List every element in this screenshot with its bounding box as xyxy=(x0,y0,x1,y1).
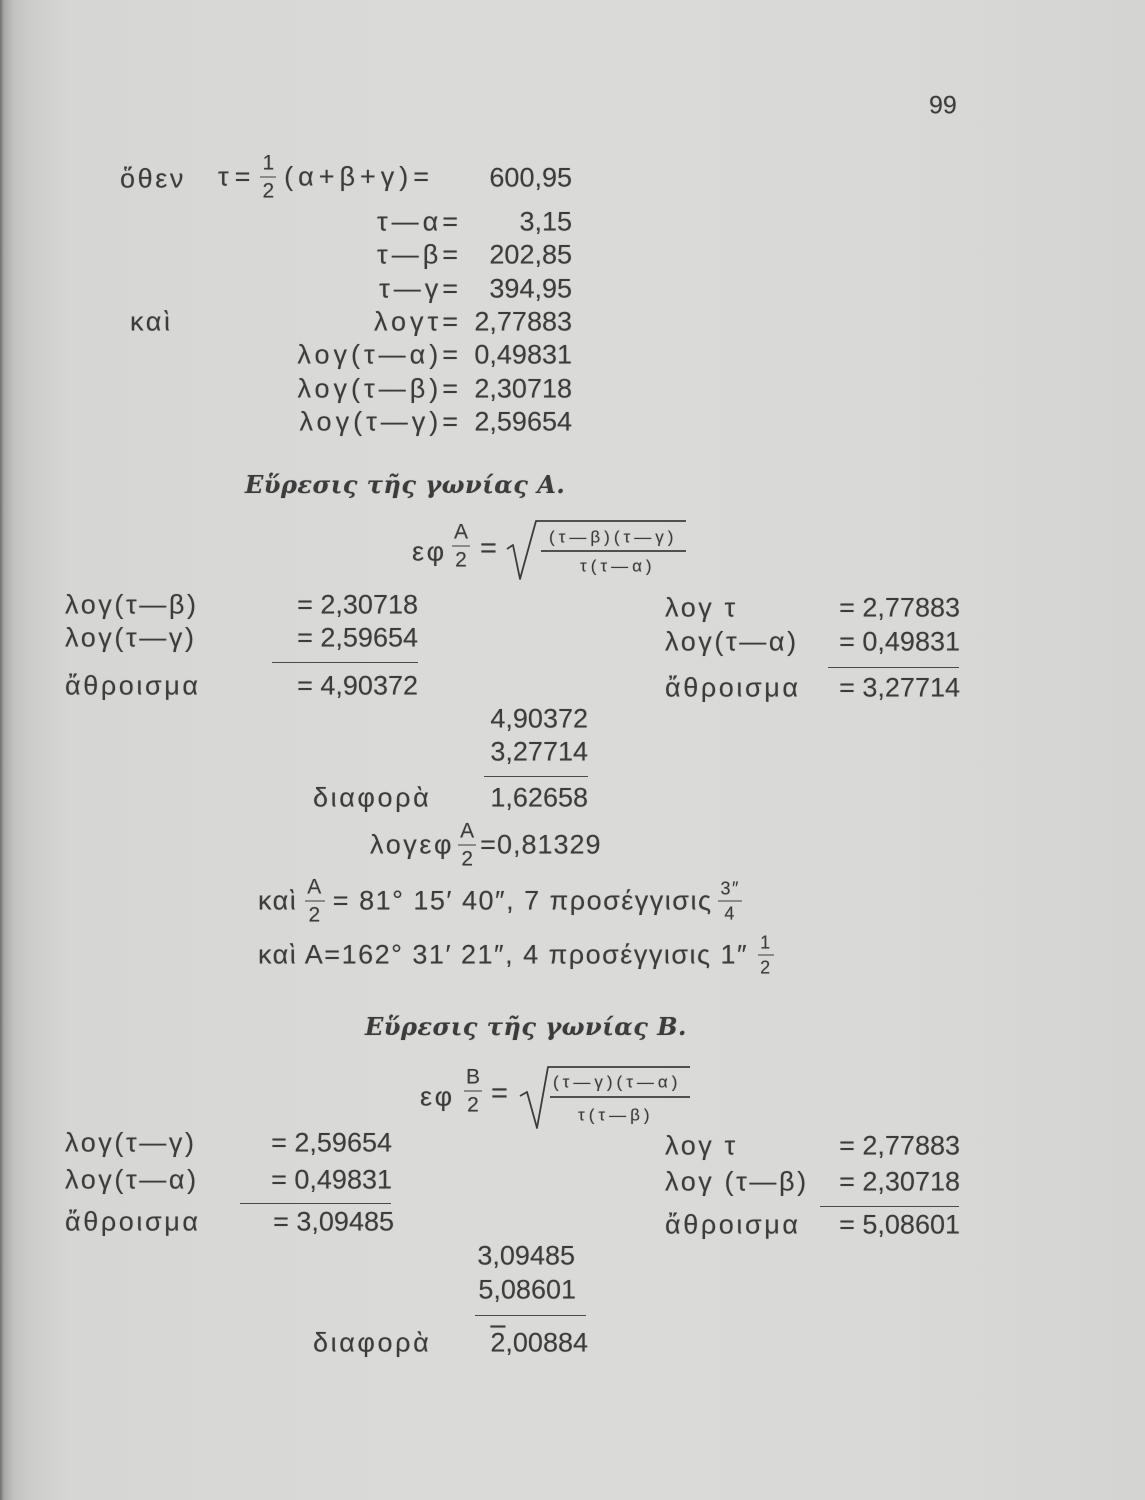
difference-rule xyxy=(484,776,588,777)
semiperimeter-equation xyxy=(218,153,434,202)
angle-b-heading: Εὕρεσις τῆς γωνίας Β. xyxy=(365,1012,687,1041)
half-fraction xyxy=(260,153,276,202)
angle-b-left-row-1-value: = 2,59654 xyxy=(271,1127,392,1158)
log-tau-minus-gamma-value: 2,59654 xyxy=(474,406,572,437)
approximation-fraction xyxy=(718,880,741,923)
fraction-denominator: 2 xyxy=(262,179,275,203)
fraction-numerator: Β xyxy=(464,1067,482,1092)
angle-a-value-line xyxy=(258,934,778,977)
angle-a-heading: Εὕρεσις τῆς γωνίας Α. xyxy=(245,470,566,499)
angle-a-left-total-value: = 4,90372 xyxy=(297,670,418,701)
log-tan-value: =0,81329 xyxy=(480,829,602,860)
sum-rule xyxy=(272,662,418,663)
angle-a-left-row-2-value: = 2,59654 xyxy=(297,622,418,653)
intro-word: ὅθεν xyxy=(120,163,186,194)
fraction-denominator: 2 xyxy=(467,1093,479,1117)
semiperimeter-value: 600,95 xyxy=(489,162,572,193)
angle-b-left-row-2-value: = 0,49831 xyxy=(271,1164,392,1195)
angle-b-subtrahend: 5,08601 xyxy=(478,1274,576,1305)
angle-a-value: καὶ Α=162° 31′ 21″, 4 προσέγγισις 1″ xyxy=(258,939,749,970)
log-tau-minus-beta-label: λογ(τ—β)= xyxy=(297,373,462,404)
tau-minus-beta-label: τ—β= xyxy=(377,239,462,270)
angle-b-radicand-numerator: (τ—γ)(τ—α) xyxy=(553,1072,682,1092)
log-tau-label: λογτ= xyxy=(373,306,462,337)
half-angle-fraction xyxy=(305,877,325,926)
angle-b-left-total-value: = 3,09485 xyxy=(273,1206,394,1237)
angle-a-formula-equals: = xyxy=(480,532,497,565)
angle-a-half-angle-line xyxy=(258,877,746,926)
angle-b-minuend: 3,09485 xyxy=(477,1240,575,1271)
angle-b-left-row-1-label: λογ(τ—γ) xyxy=(65,1127,197,1158)
log-tau-minus-alpha-label: λογ(τ—α)= xyxy=(297,339,462,370)
angle-b-right-row-2-value: = 2,30718 xyxy=(839,1166,960,1197)
angle-a-log-tan-line xyxy=(370,821,602,870)
angle-b-formula-func: εφ xyxy=(420,1081,455,1112)
semiperimeter-lhs: τ= xyxy=(218,161,257,192)
angle-b-left-total-label: ἄθροισμα xyxy=(65,1206,201,1237)
fraction-numerator: 1 xyxy=(758,934,774,956)
angle-a-left-row-1-label: λογ(τ—β) xyxy=(65,589,199,620)
angle-a-right-row-1-label: λογ τ xyxy=(665,592,738,623)
log-tau-minus-gamma-label: λογ(τ—γ)= xyxy=(299,406,462,437)
angle-b-formula-half-angle xyxy=(460,1067,486,1116)
difference-rule xyxy=(475,1315,586,1316)
angle-b-radicand-denominator: τ(τ—β) xyxy=(578,1105,654,1125)
sides-sum-expression: (α+β+γ)= xyxy=(284,161,435,192)
sum-rule xyxy=(828,667,959,668)
angle-a-right-total-value: = 3,27714 xyxy=(839,672,960,703)
angle-b-right-row-2-label: λογ (τ—β) xyxy=(665,1166,809,1197)
fraction-numerator: Α xyxy=(305,877,325,902)
angle-a-right-row-1-value: = 2,77883 xyxy=(839,592,960,623)
angle-a-left-row-1-value: = 2,30718 xyxy=(297,589,418,620)
fraction-numerator: Α xyxy=(452,522,470,547)
angle-a-subtrahend: 3,27714 xyxy=(490,736,588,767)
log-tau-value: 2,77883 xyxy=(474,306,572,337)
fraction-denominator: 2 xyxy=(760,957,772,978)
half-angle-fraction xyxy=(452,522,470,571)
angle-a-radicand-numerator: (τ—β)(τ—γ) xyxy=(549,527,678,547)
angle-a-difference-value: 1,62658 xyxy=(490,782,588,813)
conjunction-kai: καὶ xyxy=(258,885,298,916)
angle-b-right-row-1-label: λογ τ xyxy=(665,1130,738,1161)
half-angle-fraction xyxy=(458,821,476,870)
fraction-denominator: 2 xyxy=(455,548,467,572)
fraction-denominator: 2 xyxy=(308,903,322,927)
fraction-denominator: 4 xyxy=(724,903,736,924)
angle-a-left-total-label: ἄθροισμα xyxy=(65,670,201,701)
angle-b-right-total-label: ἄθροισμα xyxy=(665,1209,801,1240)
log-tan-func: λογεφ xyxy=(370,829,455,860)
angle-b-right-total-value: = 5,08601 xyxy=(839,1209,960,1240)
tau-minus-alpha-label: τ—α= xyxy=(376,206,462,237)
conjunction-kai: καὶ xyxy=(130,306,173,337)
angle-a-right-total-label: ἄθροισμα xyxy=(665,672,801,703)
angle-a-right-row-2-label: λογ(τ—α) xyxy=(665,626,799,657)
fraction-numerator: 1 xyxy=(260,153,276,178)
fraction-denominator: 2 xyxy=(461,847,473,871)
sum-rule xyxy=(820,1206,959,1207)
log-tau-minus-alpha-value: 0,49831 xyxy=(474,339,572,370)
tau-minus-gamma-label: τ—γ= xyxy=(379,273,462,304)
angle-a-formula-half-angle xyxy=(448,522,474,571)
angle-a-left-row-2-label: λογ(τ—γ) xyxy=(65,622,197,653)
angle-b-left-row-2-label: λογ(τ—α) xyxy=(65,1164,199,1195)
log-tau-minus-beta-value: 2,30718 xyxy=(474,373,572,404)
angle-b-difference-value xyxy=(490,1327,588,1358)
half-angle-fraction xyxy=(464,1067,482,1116)
angle-a-radicand-denominator: τ(τ—α) xyxy=(580,556,656,576)
half-angle-value: = 81° 15′ 40″, 7 προσέγγισις xyxy=(332,885,713,916)
angle-b-difference-label: διαφορὰ xyxy=(313,1327,432,1358)
angle-a-formula-func: εφ xyxy=(412,536,447,567)
tau-minus-beta-value: 202,85 xyxy=(489,239,572,270)
mantissa: ,00884 xyxy=(505,1327,588,1358)
angle-a-right-row-2-value: = 0,49831 xyxy=(839,626,960,657)
tau-minus-gamma-value: 394,95 xyxy=(489,273,572,304)
angle-b-formula-equals: = xyxy=(491,1077,508,1110)
fraction-numerator: Α xyxy=(458,821,476,846)
tau-minus-alpha-value: 3,15 xyxy=(519,206,572,237)
angle-b-right-row-1-value: = 2,77883 xyxy=(839,1130,960,1161)
page-number: 99 xyxy=(929,91,957,120)
angle-a-minuend: 4,90372 xyxy=(490,703,588,734)
fraction-numerator: 3″ xyxy=(718,880,741,902)
sum-rule xyxy=(240,1203,391,1204)
angle-a-difference-label: διαφορὰ xyxy=(313,782,432,813)
approximation-fraction xyxy=(758,934,774,977)
negative-characteristic: 2 xyxy=(490,1327,506,1358)
